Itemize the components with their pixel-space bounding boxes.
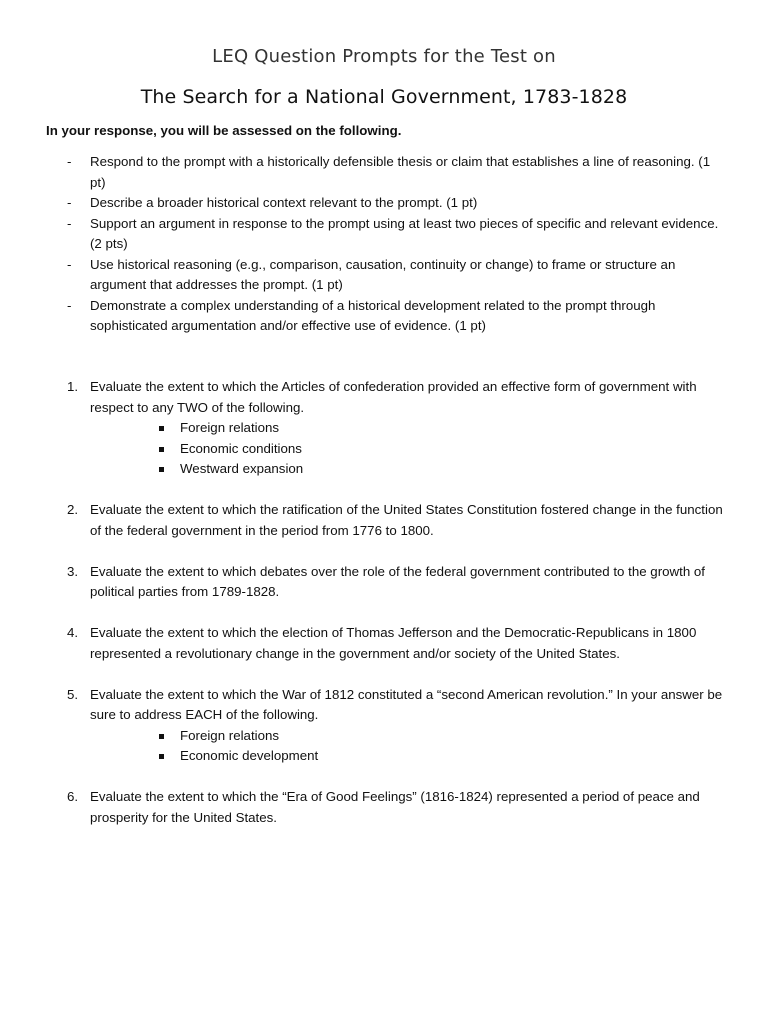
- dash-bullet: -: [67, 195, 72, 210]
- square-bullet-icon: [159, 447, 164, 452]
- sublist-item: [90, 726, 730, 747]
- question-text: Evaluate the extent to which the election of Thomas Jefferson and the Democratic-Republicans in 1800 represented a revolutionary change in the government and/or society of the United States.: [90, 625, 697, 661]
- square-bullet-icon: [159, 467, 164, 472]
- criteria-text: Demonstrate a complex understanding of a historical development related to the prompt through sophisticated argumentation and/or effective use of evidence. (1 pt): [90, 297, 656, 333]
- dash-bullet: -: [67, 154, 72, 169]
- square-bullet-icon: [159, 426, 164, 431]
- criteria-list: [0, 152, 768, 337]
- question-number: 2.: [67, 502, 79, 517]
- criteria-item: [0, 214, 768, 255]
- question-item: [0, 500, 768, 541]
- dash-bullet: -: [67, 215, 72, 231]
- square-bullet-icon: [159, 734, 164, 739]
- criteria-item: [0, 152, 768, 193]
- question-number: 3.: [67, 563, 79, 579]
- sublist-text: Economic development: [180, 748, 319, 763]
- question-item: [0, 685, 768, 767]
- question-sublist: [90, 726, 730, 767]
- sublist-text: Foreign relations: [180, 420, 280, 435]
- assessment-intro: In your response, you will be assessed on the following.: [46, 123, 402, 138]
- sublist-item: [90, 746, 730, 767]
- sublist-item: [90, 418, 730, 439]
- question-item: [0, 377, 768, 480]
- criteria-item: [0, 255, 768, 296]
- sublist-text: Westward expansion: [180, 461, 304, 476]
- question-text: Evaluate the extent to which the War of 1812 constituted a “second American revolution.” In your answer be sure to address EACH of the following.: [90, 686, 723, 722]
- question-item: [0, 623, 768, 664]
- sublist-item: [90, 459, 730, 480]
- question-text: Evaluate the extent to which debates over the role of the federal government contributed to the growth of political parties from 1789-1828.: [90, 563, 705, 599]
- question-item: [0, 787, 768, 828]
- question-number: 5.: [67, 686, 79, 702]
- document-title: LEQ Question Prompts for the Test on: [212, 46, 556, 67]
- question-number: 6.: [67, 789, 79, 804]
- dash-bullet: -: [67, 297, 72, 313]
- criteria-text: Describe a broader historical context relevant to the prompt. (1 pt): [90, 195, 478, 210]
- question-item: [0, 562, 768, 603]
- question-text: Evaluate the extent to which the Articles of confederation provided an effective form of government with respect to any TWO of the following.: [90, 379, 697, 415]
- question-text: Evaluate the extent to which the ratification of the United States Constitution fostered change in the function of the federal government in the period from 1776 to 1800.: [90, 502, 723, 538]
- criteria-item: [0, 193, 768, 214]
- sublist-text: Foreign relations: [180, 727, 280, 743]
- sublist-text: Economic conditions: [180, 440, 302, 456]
- question-text: Evaluate the extent to which the “Era of Good Feelings” (1816-1824) represented a period of peace and prosperity for the United States.: [90, 789, 700, 825]
- question-number: 1.: [67, 379, 79, 394]
- criteria-text: Respond to the prompt with a historically defensible thesis or claim that establishes a line of reasoning. (1 pt): [90, 154, 711, 190]
- question-sublist: [90, 418, 730, 480]
- document-subtitle: The Search for a National Government, 1783-1828: [140, 86, 628, 108]
- question-number: 4.: [67, 625, 79, 640]
- sublist-item: [90, 439, 730, 460]
- square-bullet-icon: [159, 754, 164, 759]
- criteria-item: [0, 296, 768, 337]
- criteria-text: Use historical reasoning (e.g., comparison, causation, continuity or change) to frame or structure an argument that addresses the prompt. (1 pt): [90, 256, 676, 292]
- dash-bullet: -: [67, 256, 72, 272]
- question-list: [0, 377, 768, 849]
- criteria-text: Support an argument in response to the prompt using at least two pieces of specific and relevant evidence. (2 pts): [90, 215, 719, 251]
